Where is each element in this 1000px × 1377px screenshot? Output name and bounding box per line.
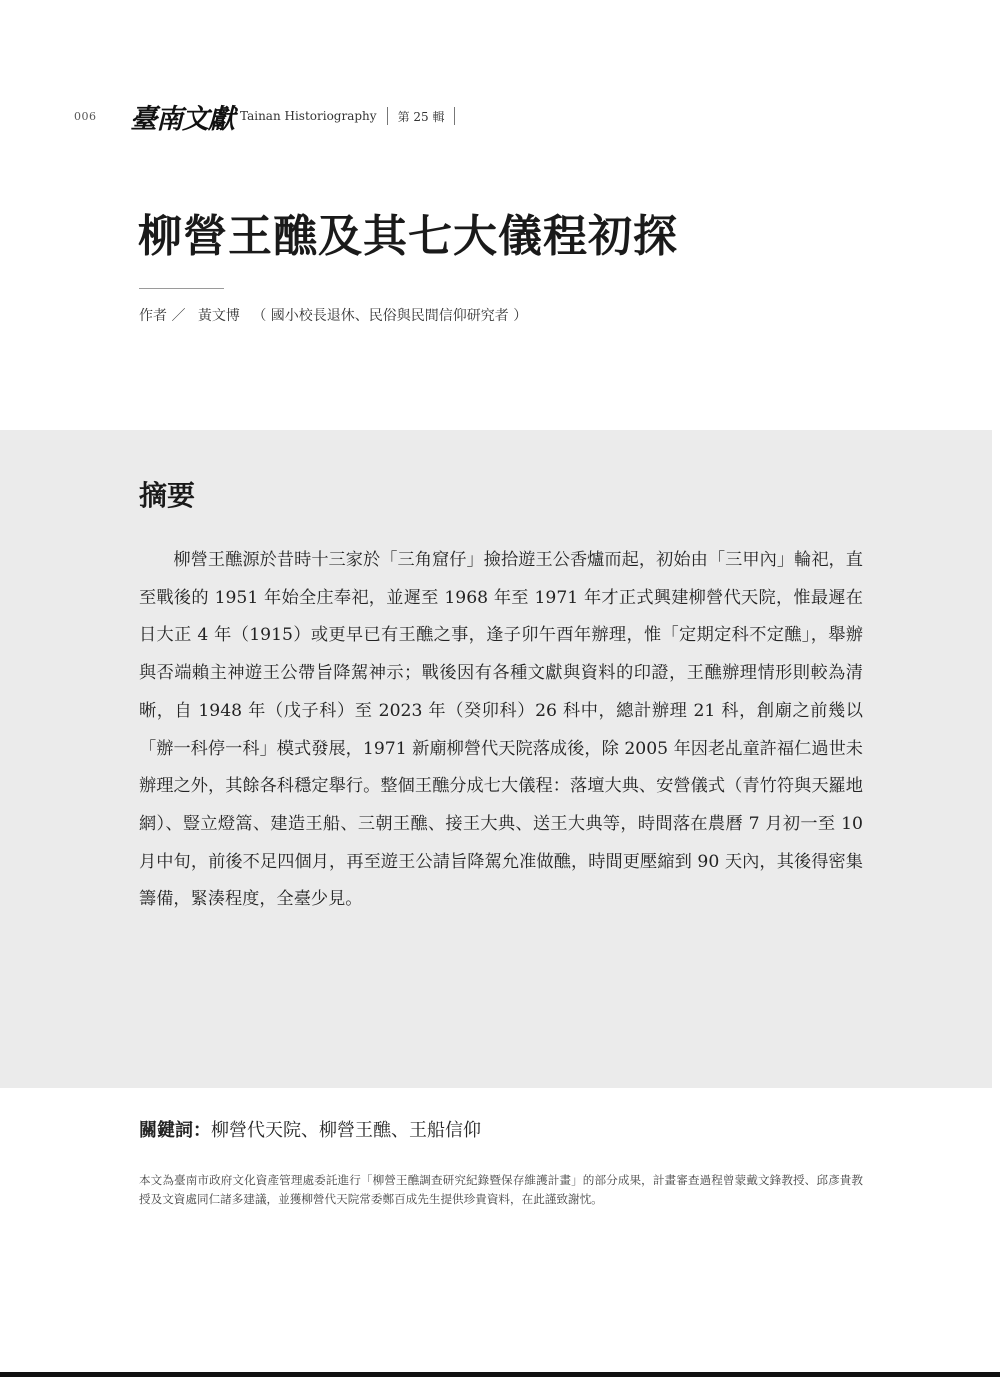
- author-line: [139, 305, 535, 325]
- header-divider-end: [454, 107, 455, 125]
- acknowledgement-footnote: 本文為臺南市政府文化資產管理處委託進行「柳營王醮調查研究紀錄暨保存維護計畫」的部分成果，計畫審查過程曾蒙戴文鋒教授、邱彥貴教授及文資處同仁諸多建議，並獲柳營代天院常委鄭百成先生提供珍貴資料，在此謹致謝忱。: [139, 1173, 863, 1206]
- journal-english-title: Tainan Historiography: [240, 109, 377, 123]
- author-name: 黃文博: [197, 308, 240, 324]
- abstract-body: 柳營王醮源於昔時十三家於「三角窟仔」撿拾遊王公香爐而起，初始由「三甲內」輪祀，直至戰後的 1951 年始全庄奉祀，並遲至 1968 年至 1971 年才正式興建柳營代天院，惟最遲在日大正 4 年（1915）或更早已有王醮之事，逢子卯午酉年辦理，惟「定期定科不定醮」，舉辦與否端賴主神遊王公帶旨降駕神示；戰後因有各種文獻與資料的印證，王醮辦理情形則較為清晰，自 1948 年（戊子科）至 2023 年（癸卯科）26 科中，總計辦理 21 科，創廟之前幾以「辦一科停一科」模式發展，1971 新廟柳營代天院落成後，除 2005 年因老乩童許福仁過世未辦理之外，其餘各科穩定舉行。整個王醮分成七大儀程：落壇大典、安營儀式（青竹符與天羅地網）、豎立燈篙、建造王船、三朝王醮、接王大典、送王大典等，時間落在農曆 7 月初一至 10 月中旬，前後不足四個月，再至遊王公請旨降駕允准做醮，時間更壓縮到 90 天內，其後得密集籌備，緊湊程度，全臺少見。: [139, 550, 863, 910]
- keywords-line: [139, 1116, 481, 1142]
- abstract-heading: 摘要: [139, 479, 196, 512]
- page-bottom-edge: [0, 1372, 1000, 1377]
- journal-logo: 臺南文獻: [130, 103, 234, 135]
- article-title: 柳營王醮及其七大儀程初探: [138, 211, 678, 262]
- page-header: [74, 96, 465, 136]
- keywords-terms: 柳營代天院、柳營王醮、王船信仰: [211, 1120, 481, 1141]
- keywords-label: 關鍵詞：: [139, 1120, 211, 1141]
- header-divider: [387, 107, 388, 125]
- issue-label: 第 25 輯: [397, 109, 445, 124]
- title-divider: [139, 288, 224, 289]
- author-affiliation: （ 國小校長退休、民俗與民間信仰研究者 ）: [252, 308, 528, 324]
- page-number: 006: [74, 109, 97, 123]
- author-label: 作者 ／: [139, 308, 186, 324]
